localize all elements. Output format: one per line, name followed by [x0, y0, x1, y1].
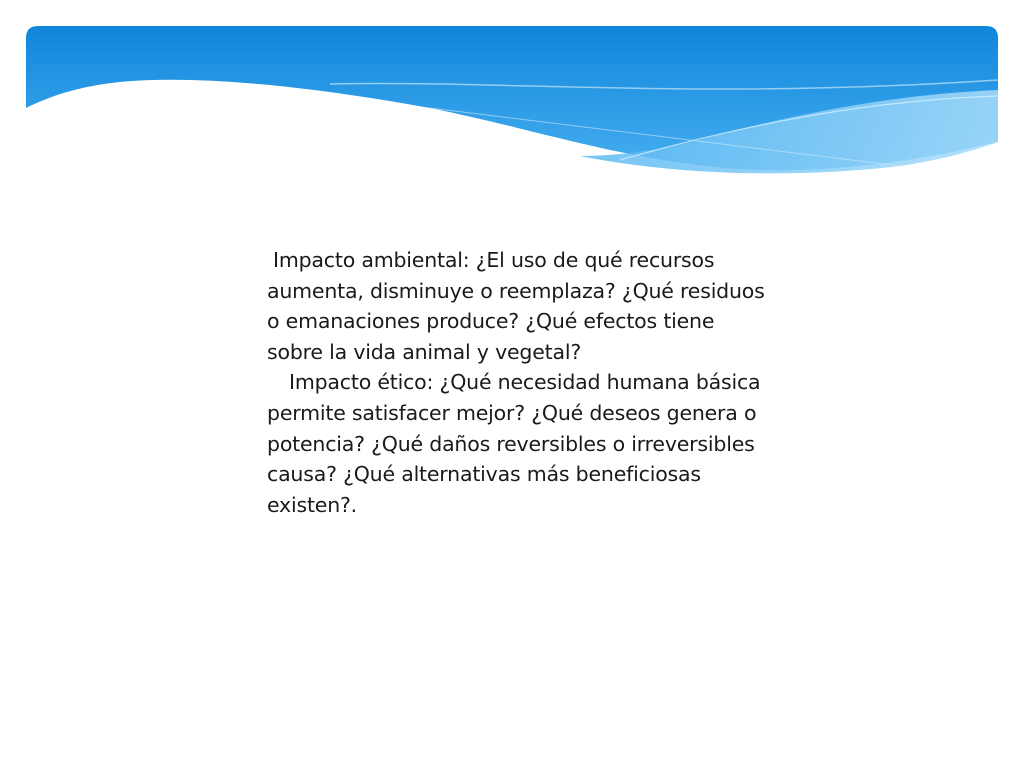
paragraph-impacto-etico: Impacto ético: ¿Qué necesidad humana básica permite satisfacer mejor? ¿Qué deseos genera o potencia? ¿Qué daños reversibles o irreversibles causa? ¿Qué alternativas más beneficiosas existen?.: [267, 370, 761, 517]
slide-body-text: [267, 245, 767, 520]
paragraph-impacto-ambiental: Impacto ambiental: ¿El uso de qué recursos aumenta, disminuye o reemplaza? ¿Qué residuos o emanaciones produce? ¿Qué efectos tiene sobre la vida animal y vegetal?: [267, 248, 765, 364]
header-wave-decoration: [0, 0, 1024, 200]
